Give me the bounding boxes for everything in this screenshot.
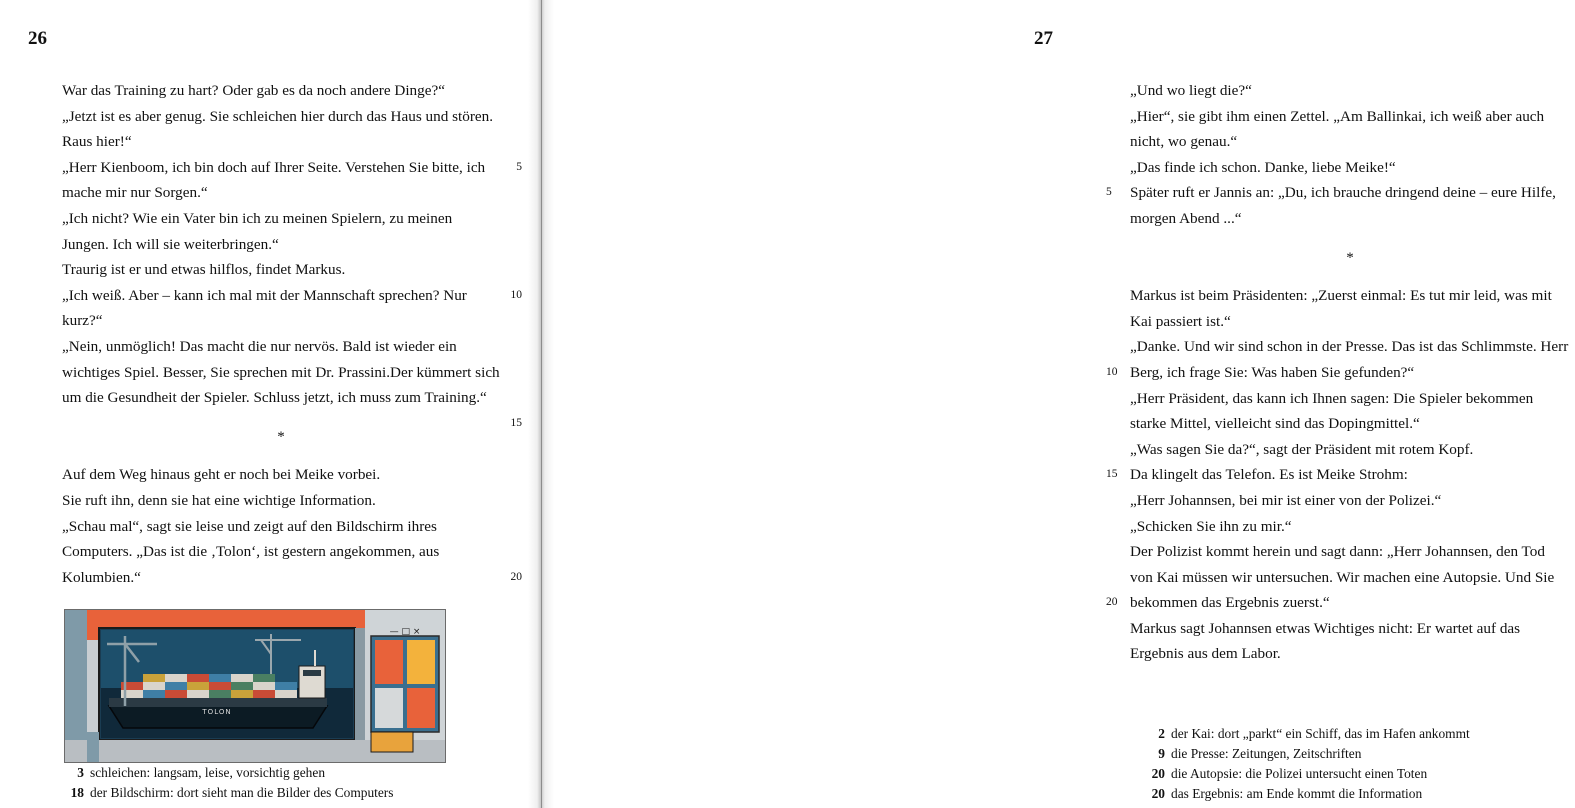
ship-container-terminal-illustration [64, 609, 446, 763]
paragraph [1130, 104, 1570, 155]
paragraph-text: „Danke. Und wir sind schon in der Presse. Das ist das Schlimmste. Herr Berg, ich frage Sie: Was haben Sie gefunden?“ [1130, 338, 1569, 381]
paragraph [62, 514, 522, 591]
footnote-text: die Presse: Zeitungen, Zeitschriften [1171, 746, 1362, 761]
footnote [1145, 784, 1575, 803]
right-footnotes [1145, 724, 1575, 804]
section-separator: * [277, 428, 285, 445]
left-page [0, 0, 541, 808]
footnote-text: die Autopsie: die Polizei untersucht einen Toten [1171, 766, 1428, 781]
right-text-column [1106, 78, 1570, 667]
page-number-left: 26 [28, 28, 47, 49]
svg-text:TOLON: TOLON [202, 708, 232, 716]
paragraph-text: „Herr Johannsen, bei mir ist einer von der Polizei.“ [1130, 491, 1442, 509]
footnote-line-number: 20 [1151, 766, 1165, 781]
paragraph-text: „Was sagen Sie da?“, sagt der Präsident mit rotem Kopf. [1130, 440, 1474, 458]
paragraph [62, 334, 522, 429]
paragraph [1130, 616, 1570, 667]
line-number: 10 [1106, 366, 1118, 379]
paragraph-text: Da klingelt das Telefon. Es ist Meike Strohm: [1130, 466, 1408, 484]
paragraph-text: War das Training zu hart? Oder gab es da noch andere Dinge?“ [62, 82, 445, 99]
footnote [1145, 724, 1575, 743]
footnote [64, 783, 504, 802]
paragraph [62, 283, 522, 334]
right-page [541, 0, 1569, 808]
footnote-line-number: 9 [1158, 746, 1165, 761]
paragraph-text: „Jetzt ist es aber genug. Sie schleichen hier durch das Haus und stören. Raus hier!“ [62, 107, 494, 151]
paragraph [62, 206, 500, 257]
line-number: 10 [510, 288, 522, 301]
left-footnotes [64, 763, 504, 803]
left-text-column [62, 78, 522, 590]
paragraph-text: „Nein, unmöglich! Das macht die nur nervös. Bald ist wieder ein wichtiges Spiel. Besser, Sie sprechen mit Dr. Prassini.Der kümmert sich um die Gesundheit der Spieler. Schluss jetzt, ich muss zum Training.“ [62, 337, 500, 407]
paragraph [62, 488, 500, 514]
footnote-line-number: 18 [70, 785, 84, 800]
paragraph [1130, 155, 1570, 181]
paragraph [62, 104, 500, 155]
paragraph-text: Markus sagt Johannsen etwas Wichtiges nicht: Er wartet auf das Ergebnis aus dem Labor. [1130, 619, 1521, 663]
paragraph-text: „Herr Kienboom, ich bin doch auf Ihrer Seite. Verstehen Sie bitte, ich mache mir nur Sorgen.“ [62, 158, 486, 202]
line-number: 5 [1106, 186, 1112, 199]
footnote [64, 763, 504, 782]
footnote-text: das Ergebnis: am Ende kommt die Information [1171, 786, 1423, 801]
paragraph [1130, 283, 1570, 334]
paragraph [62, 155, 522, 206]
paragraph-text: Markus ist beim Präsidenten: „Zuerst einmal: Es tut mir leid, was mit Kai passiert ist.“ [1130, 287, 1552, 330]
paragraph [62, 78, 500, 104]
footnote-line-number: 3 [77, 765, 84, 780]
footnote [1145, 764, 1575, 783]
paragraph-text: „Ich nicht? Wie ein Vater bin ich zu meinen Spielern, zu meinen Jungen. Ich will sie weiterbringen.“ [62, 209, 453, 253]
illustration-svg [65, 610, 445, 762]
paragraph-text: „Und wo liegt die?“ [1130, 82, 1252, 99]
paragraph-text: „Schau mal“, sagt sie leise und zeigt auf den Bildschirm ihres Computers. „Das ist die ‚Tolon‘, ist gestern angekommen, aus Kolumbien.“ [62, 517, 440, 586]
section-separator: * [1346, 249, 1354, 266]
paragraph [1130, 488, 1570, 514]
footnote [1145, 744, 1575, 763]
line-number: 20 [510, 570, 522, 583]
line-number: 20 [1106, 596, 1118, 609]
footnote-text: der Kai: dort „parkt“ ein Schiff, das im Hafen ankommt [1171, 726, 1470, 741]
paragraph-text: Sie ruft ihn, denn sie hat eine wichtige Information. [62, 491, 376, 509]
paragraph-text: Der Polizist kommt herein und sagt dann: „Herr Johannsen, den Tod von Kai müssen wir untersuchen. Wir machen eine Autopsie. Und Sie bekommen das Ergebnis zuerst.“ [1130, 543, 1555, 612]
paragraph-text: „Hier“, sie gibt ihm einen Zettel. „Am Ballinkai, ich weiß aber auch nicht, wo genau.“ [1130, 107, 1545, 151]
svg-text:— □ ×: — □ × [389, 627, 421, 637]
footnote-line-number: 20 [1151, 786, 1165, 801]
line-number: 5 [516, 160, 522, 173]
paragraph [1106, 462, 1570, 488]
footnote-line-number: 2 [1158, 726, 1165, 741]
paragraph-text: „Das finde ich schon. Danke, liebe Meike!“ [1130, 158, 1396, 176]
paragraph [62, 462, 500, 488]
paragraph-text: „Herr Präsident, das kann ich Ihnen sagen: Die Spieler bekommen starke Mittel, vielleicht sind das Dopingmittel.“ [1130, 389, 1534, 433]
paragraph [62, 257, 500, 283]
page-number-right: 27 [1034, 28, 1053, 49]
footnote-text: der Bildschirm: dort sieht man die Bilder des Computers [90, 785, 394, 800]
paragraph [1106, 180, 1570, 231]
paragraph-text: „Ich weiß. Aber – kann ich mal mit der Mannschaft sprechen? Nur kurz?“ [62, 286, 467, 330]
paragraph [1130, 437, 1570, 463]
paragraph [1130, 386, 1570, 437]
paragraph-text: Traurig ist er und etwas hilflos, findet Markus. [62, 261, 346, 279]
paragraph [1130, 514, 1570, 540]
footnote-text: schleichen: langsam, leise, vorsichtig gehen [90, 765, 326, 780]
paragraph [1106, 539, 1570, 616]
paragraph [1106, 334, 1570, 385]
line-number: 15 [1106, 468, 1118, 481]
paragraph [1130, 78, 1570, 104]
paragraph-text: „Schicken Sie ihn zu mir.“ [1130, 517, 1292, 535]
line-number: 15 [510, 416, 522, 429]
paragraph-text: Auf dem Weg hinaus geht er noch bei Meike vorbei. [62, 466, 381, 484]
paragraph-text: Später ruft er Jannis an: „Du, ich brauche dringend deine – eure Hilfe, morgen Abend ...“ [1130, 184, 1556, 227]
